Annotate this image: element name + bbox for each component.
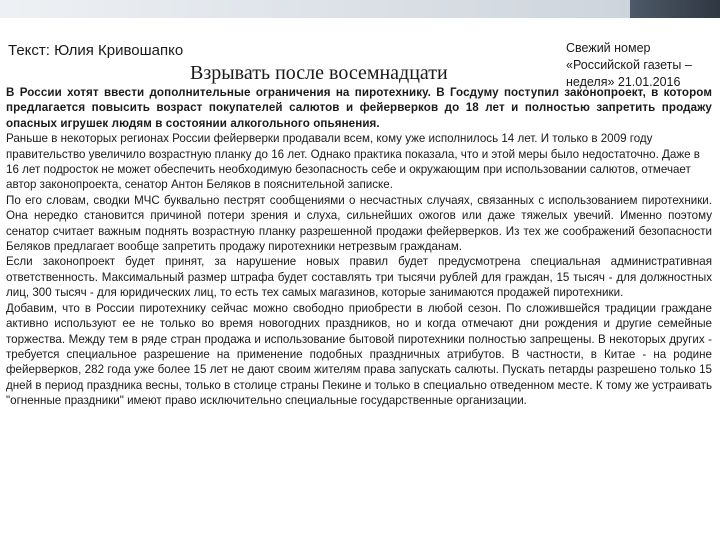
top-decorative-bar xyxy=(0,0,720,18)
article-paragraph-4: Добавим, что в России пиротехнику сейчас можно свободно приобрести в любой сезон. По сложившейся традиции граждане активно используют ее не только во время новогодних праздников, но и когда отмечают дни рождения и другие семейные торжества. Между тем в ряде стран продажа и использование бытовой пиротехники полностью запрещены. В некоторых других - требуется специальное разрешение на применение подобных праздничных атрибутов. В частности, в Китае - на родине фейерверков, 282 года уже более 15 лет не дают своим жителям права запускать салюты. Пускать петарды разрешено только 15 дней в период праздника весны, только в столице страны Пекине и только в специально отведенном месте. К тому же устраивать "огненные праздники" имеют право исключительно специальные государственные организации. xyxy=(6,301,712,408)
article-lead: В России хотят ввести дополнительные ограничения на пиротехнику. В Госдуму поступил законопроект, в котором предлагается повысить возраст покупателей салютов и фейерверков до 18 лет и полностью запретить продажу опасных игрушек людям в состоянии алкогольного опьянения. xyxy=(6,86,712,130)
article-paragraph-3: Если законопроект будет принят, за нарушение новых правил будет предусмотрена специальная административная ответственность. Максимальный размер штрафа будет составлять три тысячи рублей для граждан, 15 тысяч - для должностных лиц, 300 тысяч - для юридических лиц, то есть тех самых магазинов, которые занимаются продажей пиротехники. xyxy=(6,255,712,300)
article-body xyxy=(6,85,712,409)
article-title: Взрывать после восемнадцати xyxy=(190,62,448,84)
author-line: Текст: Юлия Кривошапко xyxy=(8,42,184,59)
source-note: Свежий номер «Российской газеты – неделя» 21.01.2016 xyxy=(566,41,692,89)
article-paragraph-2: По его словам, сводки МЧС буквально пестрят сообщениями о несчастных случаях, связанных с использованием пиротехники. Она нередко становится причиной потери зрения и слуха, сильнейших ожогов или даже тяжелых увечий. Именно поэтому сенатор считает важным поднять возрастную планку разрешенной продажи фейерверков. Из тех же соображений безопасности Беляков предлагает вообще запретить продажу пиротехники нетрезвым гражданам. xyxy=(6,193,712,254)
top-corner-accent xyxy=(630,0,720,18)
article-paragraph-1: Раньше в некоторых регионах России фейерверки продавали всем, кому уже исполнилось 14 лет. И только в 2009 году правительство увеличило возрастную планку до 16 лет. Однако практика показала, что и этой меры было недостаточно. Даже в 16 лет подросток не может обеспечить необходимую безопасность себе и окружающим при использовании салютов, отмечает автор законопроекта, сенатор Антон Беляков в пояснительной записке. xyxy=(6,132,700,192)
